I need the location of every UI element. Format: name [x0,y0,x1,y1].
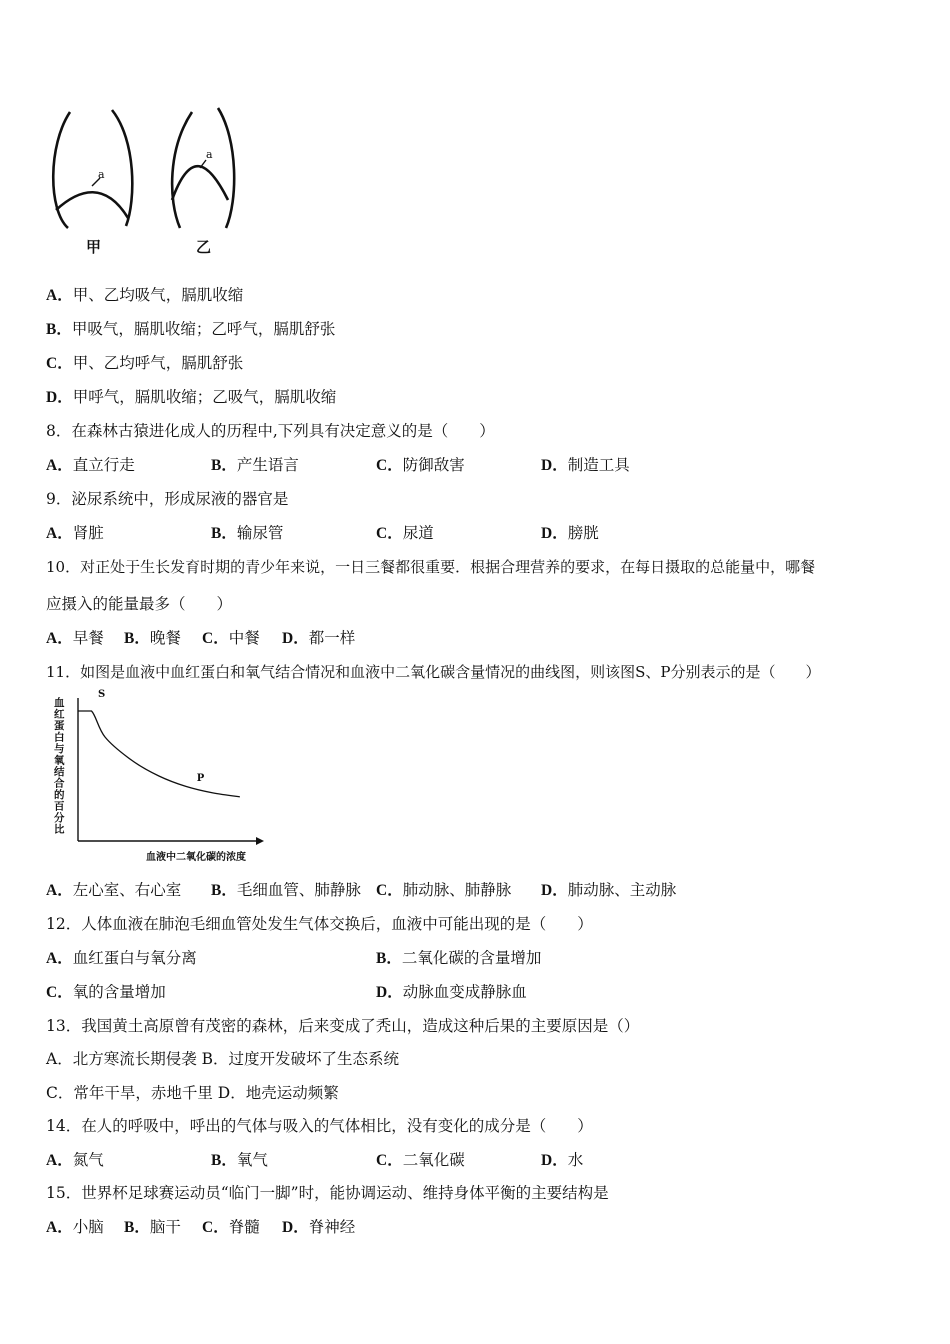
q11-option-c[interactable]: C．肺动脉、肺静脉 [376,881,512,899]
q14-options [46,1150,583,1171]
q15-option-c[interactable]: C．脊髓 [202,1218,260,1236]
q8-options [46,455,630,476]
q11-chart [46,688,276,868]
q11-chart-ylabel-char: 氧 [54,754,65,767]
q11-chart-label-s: S [98,689,106,700]
q11-option-a[interactable]: A．左心室、右心室 [46,881,182,899]
q11-option-d[interactable]: D．肺动脉、主动脉 [541,881,677,899]
lung-yi-right-wall [218,108,234,228]
q7-option-c[interactable]: C．甲、乙均呼气，膈肌舒张 [46,354,244,372]
q11-option-b[interactable]: B．毛细血管、肺静脉 [211,881,361,899]
q9-options [46,523,599,544]
q12-option-c[interactable]: C．氧的含量增加 [46,983,166,1001]
lung-yi-label: 乙 [196,238,212,256]
q11-chart-ylabel-char: 百 [54,800,65,813]
lung-jia-label-a: a [98,168,105,181]
q11-chart-ylabel-char: 白 [54,731,65,744]
q12-option-a[interactable]: A．血红蛋白与氧分离 [46,949,197,967]
q12-option-b[interactable]: B．二氧化碳的含量增加 [376,949,542,967]
lung-yi-label-a: a [206,148,213,161]
lung-diagram [40,100,260,265]
q10-options [46,628,355,649]
q9-option-c[interactable]: C．尿道 [376,524,434,542]
q11-options [46,880,676,901]
q7-option-d[interactable]: D．甲呼气，膈肌收缩；乙吸气，膈肌收缩 [46,388,337,406]
lung-jia-diaphragm [56,192,128,218]
q8-option-b[interactable]: B．产生语言 [211,456,299,474]
q11-chart-label-p: P [196,772,205,784]
q11-chart-ylabel-char: 血 [54,697,65,709]
q10-option-c[interactable]: C．中餐 [202,629,260,647]
q8-option-d[interactable]: D．制造工具 [541,456,630,474]
q11-chart-ylabel-char: 结 [54,766,65,778]
q8-option-a[interactable]: A．直立行走 [46,456,135,474]
q13-stem: 13．我国黄土高原曾有茂密的森林，后来变成了秃山，造成这种后果的主要原因是（） [46,1017,640,1035]
q8-stem: 8．在森林古猿进化成人的历程中,下列具有决定意义的是（ ） [46,422,495,440]
lung-yi-diaphragm [172,166,228,200]
q9-option-d[interactable]: D．膀胱 [541,524,599,542]
q14-option-d[interactable]: D．水 [541,1151,584,1169]
q15-options [46,1217,355,1238]
lung-jia-left-wall [53,112,70,228]
q11-chart-ylabel-char: 的 [54,789,65,801]
q9-option-a[interactable]: A．肾脏 [46,524,104,542]
q7-option-b[interactable]: B．甲吸气，膈肌收缩；乙呼气，膈肌舒张 [46,320,336,338]
q11-chart-ylabel-char: 蛋 [54,720,65,732]
q10-option-a[interactable]: A．早餐 [46,629,104,647]
q14-option-a[interactable]: A．氮气 [46,1151,104,1169]
q15-option-a[interactable]: A．小脑 [46,1218,104,1236]
q10-option-d[interactable]: D．都一样 [282,629,356,647]
q10-stem-line2: 应摄入的能量最多（ ） [46,595,233,613]
q11-chart-x-arrow [256,837,264,845]
q11-chart-curve [78,711,240,797]
q12-options-row1 [46,948,541,969]
q12-stem: 12．人体血液在肺泡毛细血管处发生气体交换后，血液中可能出现的是（ ） [46,915,593,933]
q8-option-c[interactable]: C．防御敌害 [376,456,465,474]
q11-chart-xlabel: 血液中二氧化碳的浓度 [146,852,246,863]
q12-options-row2 [46,982,527,1003]
q11-chart-ylabel-char: 与 [54,743,65,755]
q11-chart-ylabel-char: 合 [54,777,65,790]
q14-option-b[interactable]: B．氧气 [211,1151,268,1169]
q11-chart-ylabel [53,696,65,836]
q14-option-c[interactable]: C．二氧化碳 [376,1151,465,1169]
q15-stem: 15．世界杯足球赛运动员“临门一脚”时，能协调运动、维持身体平衡的主要结构是 [46,1184,609,1202]
q11-chart-ylabel-char: 分 [54,812,65,824]
q11-stem: 11．如图是血液中血红蛋白和氧气结合情况和血液中二氧化碳含量情况的曲线图，则该图S、P分别表示的是（ ） [46,663,821,681]
q12-option-d[interactable]: D．动脉血变成静脉血 [376,983,527,1001]
q9-option-b[interactable]: B．输尿管 [211,524,284,542]
q13-options-line1[interactable]: A．北方寒流长期侵袭 B．过度开发破坏了生态系统 [46,1050,400,1068]
q14-stem: 14．在人的呼吸中，呼出的气体与吸入的气体相比，没有变化的成分是（ ） [46,1117,593,1135]
lung-jia-label: 甲 [86,238,102,256]
q7-option-a[interactable]: A．甲、乙均吸气，膈肌收缩 [46,286,244,304]
q15-option-d[interactable]: D．脊神经 [282,1218,356,1236]
q10-stem-line1: 10．对正处于生长发育时期的青少年来说，一日三餐都很重要．根据合理营养的要求，在每日摄取的总能量中，哪餐 [46,558,816,576]
q10-option-b[interactable]: B．晚餐 [124,629,181,647]
q11-chart-ylabel-char: 比 [54,823,65,836]
q11-chart-ylabel-char: 红 [54,708,65,721]
q9-stem: 9．泌尿系统中，形成尿液的器官是 [46,490,289,508]
q15-option-b[interactable]: B．脑干 [124,1218,181,1236]
q13-options-line2[interactable]: C．常年干旱，赤地千里 D．地壳运动频繁 [46,1084,339,1102]
